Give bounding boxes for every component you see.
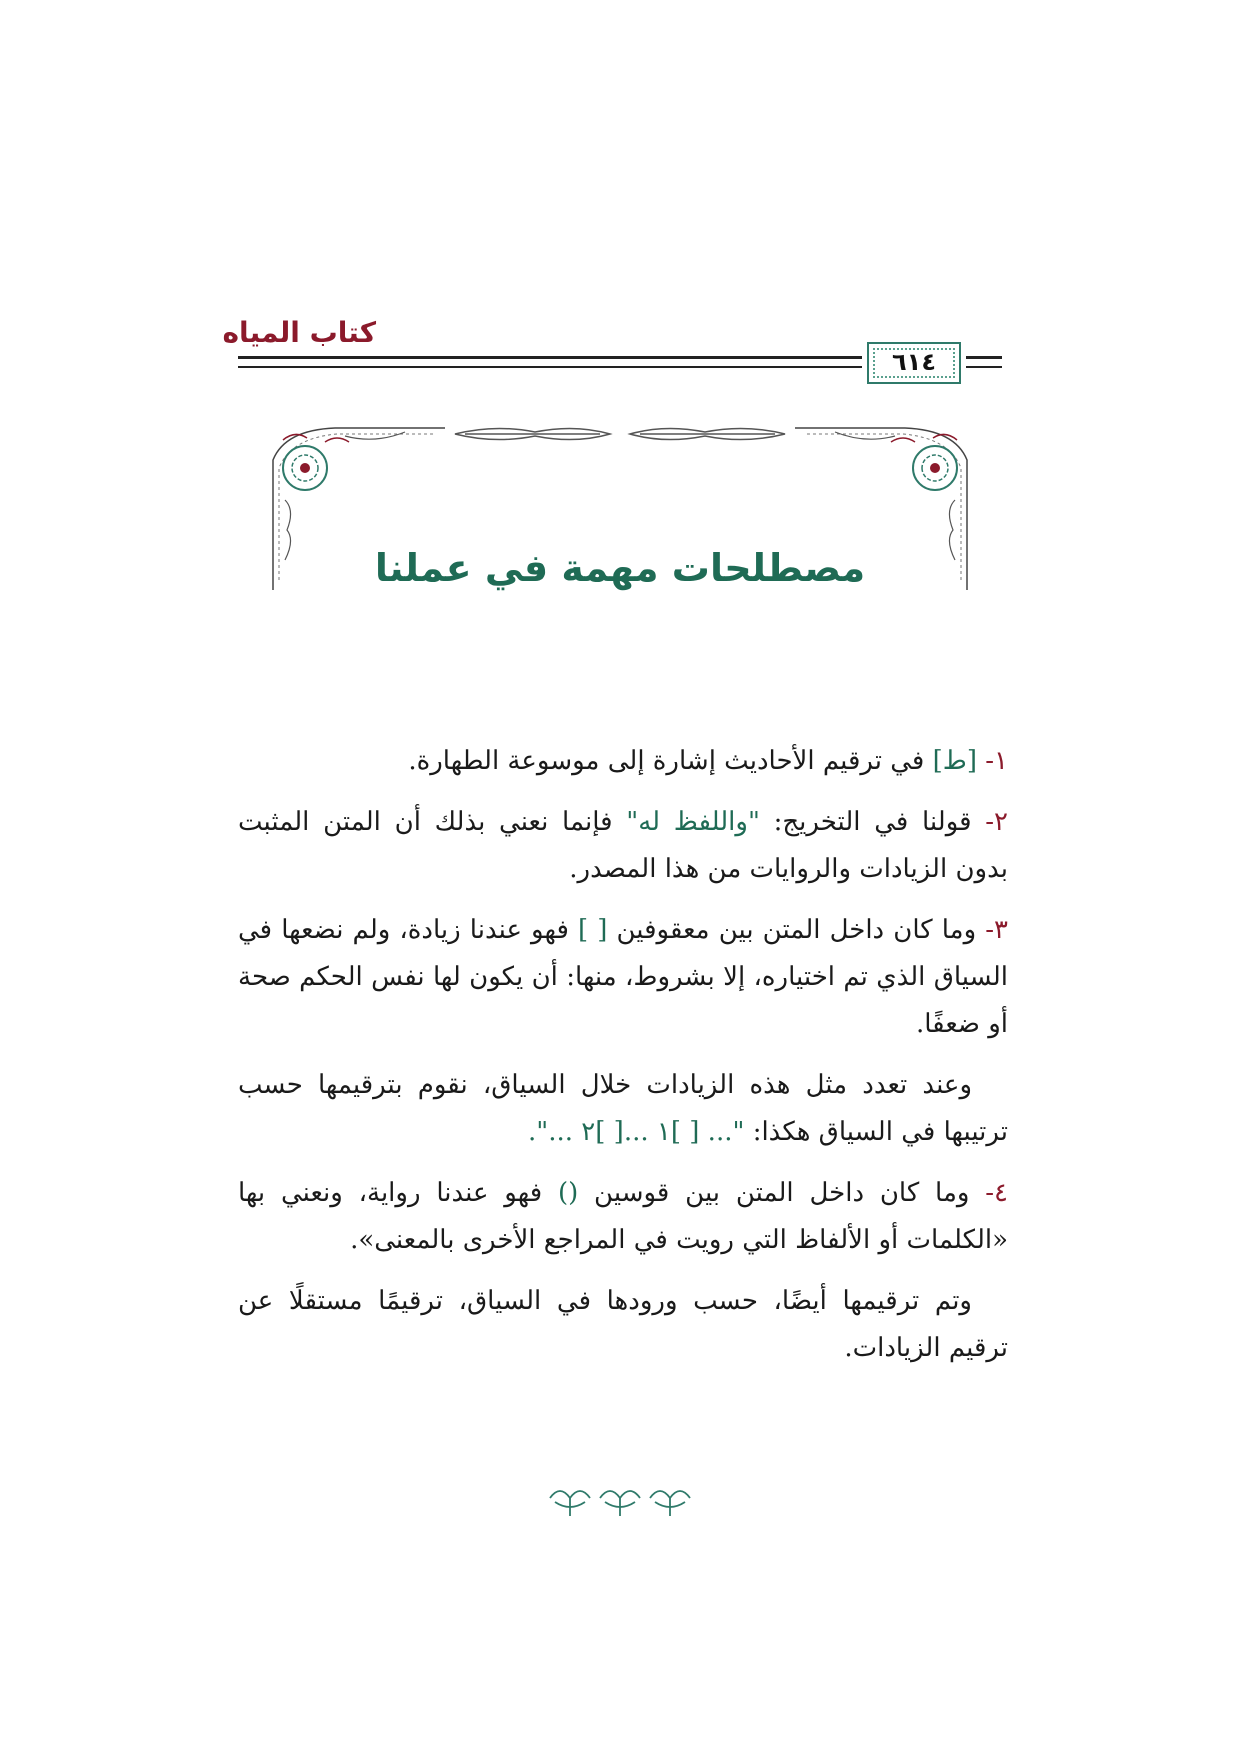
fleuron-icon <box>650 1491 690 1516</box>
code-marker: [ط] <box>932 746 977 776</box>
item-3 <box>238 907 1008 1048</box>
item-4 <box>238 1170 1008 1264</box>
item-text: في ترقيم الأحاديث إشارة إلى موسوعة الطهارة. <box>408 746 933 776</box>
section-title: مصطلحات مهمة في عملنا <box>374 546 866 590</box>
header-rule-top <box>238 356 862 359</box>
item-number: ٢- <box>971 807 1009 837</box>
page-number: ٦١٤ <box>892 348 936 376</box>
last-paragraph <box>238 1278 1008 1372</box>
item-number: ١- <box>976 746 1008 776</box>
item-number: ٤- <box>969 1178 1008 1208</box>
fleuron-icon <box>550 1491 590 1516</box>
item-text: فهو عندنا رواية، ونعني بها «الكلمات أو الألفاظ التي رويت في المراجع الأخرى بالمعنى». <box>238 1178 1008 1255</box>
item-text: قولنا في التخريج: <box>759 807 972 837</box>
parens-marker: () <box>557 1178 579 1208</box>
header-rule-bottom <box>238 366 862 368</box>
book-title: كتاب المياه <box>222 316 376 349</box>
page-number-box <box>867 342 961 384</box>
paragraph-text: وتم ترقيمها أيضًا، حسب ورودها في السياق، ترقيمًا مستقلًا عن ترقيم الزيادات. <box>238 1286 1008 1363</box>
header-rule-right-top <box>966 356 1002 359</box>
item-text: فإنما نعني بذلك أن المتن المثبت بدون الزيادات والروايات من هذا المصدر. <box>238 807 1008 884</box>
item-text: فهو عندنا زيادة، ولم نضعها في السياق الذي تم اختياره، إلا بشروط، منها: أن يكون لها نفس الحكم صحة أو ضعفًا. <box>238 915 1008 1039</box>
numbering-paragraph <box>238 1062 1008 1156</box>
body-text <box>238 738 1008 1386</box>
item-1 <box>238 738 1008 785</box>
quoted-term: "واللفظ له" <box>626 807 760 837</box>
item-text: وما كان داخل المتن بين قوسين <box>578 1178 970 1208</box>
item-2 <box>238 799 1008 893</box>
end-ornament <box>545 1478 695 1520</box>
item-text: وما كان داخل المتن بين معقوفين <box>607 915 977 945</box>
item-number: ٣- <box>976 915 1008 945</box>
top-chain-ornament <box>455 428 785 439</box>
bracket-marker: [ ] <box>578 915 608 945</box>
numbering-example: "... [ ]١ ...[ ]٢ ...". <box>528 1117 745 1147</box>
paragraph-text: وعند تعدد مثل هذه الزيادات خلال السياق، نقوم بترقيمها حسب ترتيبها في السياق هكذا: <box>238 1070 1008 1147</box>
fleuron-icon <box>600 1491 640 1516</box>
header-rule-right-bottom <box>966 366 1002 368</box>
